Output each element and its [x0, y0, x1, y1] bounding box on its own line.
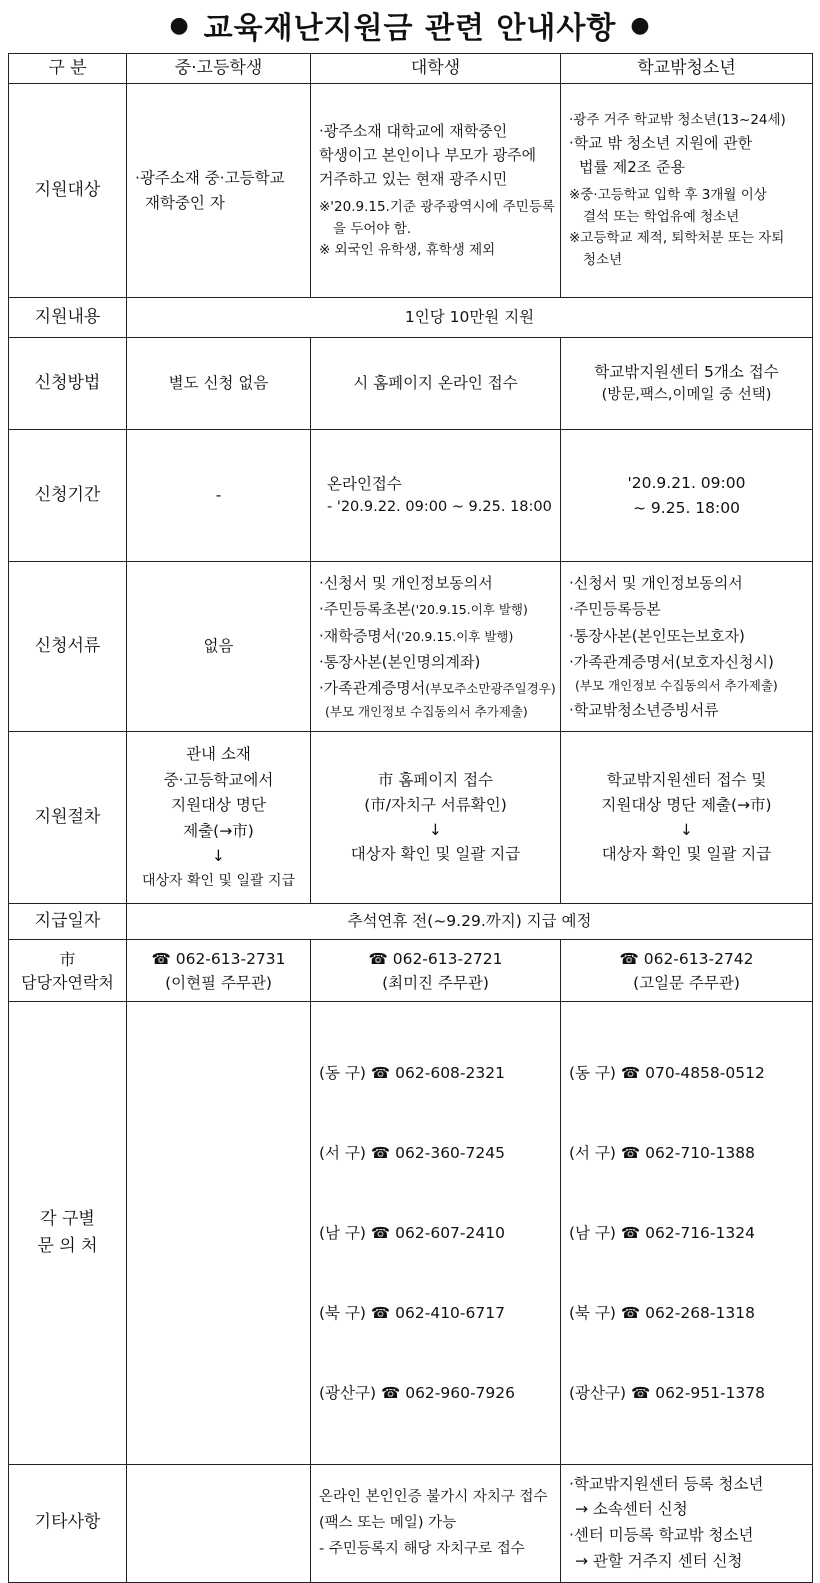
row-target — [9, 84, 813, 298]
method-highschool: 별도 신청 없음 — [127, 338, 311, 430]
phone-icon: ☎ — [370, 1143, 391, 1162]
row-period — [9, 430, 813, 562]
contact-highschool: ☎ 062-613-2731 (이현필 주무관) — [127, 940, 311, 1002]
label-method: 신청방법 — [9, 338, 127, 430]
phone-icon: ☎ — [619, 949, 639, 968]
row-method — [9, 338, 813, 430]
row-district — [9, 1002, 813, 1464]
phone-icon: ☎ — [368, 949, 388, 968]
list-item: (남 구) ☎ 062-607-2410 — [319, 1223, 505, 1242]
row-contact — [9, 940, 813, 1002]
docs-outofschool: ·신청서 및 개인정보동의서 ·주민등록등본 ·통장사본(본인또는보호자) ·가족관계증명서(보호자신청시) (부모 개인정보 수집동의서 추가제출) ·학교밖청소년증빙서류 — [561, 562, 813, 732]
phone-icon: ☎ — [620, 1223, 641, 1242]
docs-highschool: 없음 — [127, 562, 311, 732]
district-university — [311, 1002, 561, 1464]
label-target: 지원대상 — [9, 84, 127, 298]
phone-icon: ☎ — [370, 1303, 391, 1322]
target-outofschool: ·광주 거주 학교밖 청소년(13~24세) ·학교 밖 청소년 지원에 관한 법률 제2조 준용 ※중·고등학교 입학 후 3개월 이상 결석 또는 학업유예 청소년 ※고등학교 제적, 퇴학처분 또는 자퇴 청소년 — [561, 84, 813, 298]
list-item: (북 구) ☎ 062-268-1318 — [569, 1303, 755, 1322]
phone-icon: ☎ — [370, 1223, 391, 1242]
list-item: (동 구) ☎ 062-608-2321 — [319, 1063, 505, 1082]
row-docs — [9, 562, 813, 732]
etc-outofschool: ·학교밖지원센터 등록 청소년 → 소속센터 신청 ·센터 미등록 학교밖 청소년 → 관할 거주지 센터 신청 — [561, 1464, 813, 1582]
list-item: (남 구) ☎ 062-716-1324 — [569, 1223, 755, 1242]
label-content: 지원내용 — [9, 298, 127, 338]
phone-icon: ☎ — [620, 1303, 641, 1322]
period-highschool: - — [127, 430, 311, 562]
content-text: 1인당 10만원 지원 — [127, 298, 813, 338]
row-content — [9, 298, 813, 338]
row-etc — [9, 1464, 813, 1582]
district-outofschool — [561, 1002, 813, 1464]
phone-icon: ☎ — [151, 949, 171, 968]
info-table — [8, 53, 813, 1583]
arrow-down-icon: ↓ — [212, 847, 225, 866]
etc-university: 온라인 본인인증 불가시 자치구 접수 (팩스 또는 메일) 가능 - 주민등록지 해당 자치구로 접수 — [311, 1464, 561, 1582]
list-item: (광산구) ☎ 062-951-1378 — [569, 1383, 766, 1402]
list-item: (북 구) ☎ 062-410-6717 — [319, 1303, 505, 1322]
method-university: 시 홈페이지 온라인 접수 — [311, 338, 561, 430]
label-docs: 신청서류 — [9, 562, 127, 732]
district-highschool-empty — [127, 1002, 311, 1464]
page-title — [0, 0, 820, 50]
docs-university: ·신청서 및 개인정보동의서 ·주민등록초본('20.9.15.이후 발행) ·재학증명서('20.9.15.이후 발행) ·통장사본(본인명의계좌) ·가족관계증명서(부모주소만광주일경우) (부모 개인정보 수집동의서 추가제출) — [311, 562, 561, 732]
bullet-dot-icon: ● — [169, 12, 190, 38]
list-item: (동 구) ☎ 070-4858-0512 — [569, 1063, 765, 1082]
procedure-outofschool: 학교밖지원센터 접수 및 지원대상 명단 제출(→市) ↓ 대상자 확인 및 일괄 지급 — [561, 732, 813, 904]
bullet-dot-icon: ● — [630, 12, 651, 38]
etc-highschool-empty — [127, 1464, 311, 1582]
period-university: 온라인접수 - '20.9.22. 09:00 ~ 9.25. 18:00 — [311, 430, 561, 562]
contact-outofschool: ☎ 062-613-2742 (고일문 주무관) — [561, 940, 813, 1002]
method-outofschool: 학교밖지원센터 5개소 접수 (방문,팩스,이메일 중 선택) — [561, 338, 813, 430]
procedure-university: 市 홈페이지 접수 (市/자치구 서류확인) ↓ 대상자 확인 및 일괄 지급 — [311, 732, 561, 904]
label-procedure: 지원절차 — [9, 732, 127, 904]
header-category: 구 분 — [9, 54, 127, 84]
list-item: (서 구) ☎ 062-710-1388 — [569, 1143, 755, 1162]
arrow-down-icon: ↓ — [680, 820, 693, 839]
target-university: ·광주소재 대학교에 재학중인 학생이고 본인이나 부모가 광주에 거주하고 있는 현재 광주시민 ※'20.9.15.기준 광주광역시에 주민등록 을 두어야 함. ※ 외국인 유학생, 휴학생 제외 — [311, 84, 561, 298]
row-procedure — [9, 732, 813, 904]
list-item: (서 구) ☎ 062-360-7245 — [319, 1143, 505, 1162]
paydate-text: 추석연휴 전(~9.29.까지) 지급 예정 — [127, 904, 813, 940]
period-outofschool: '20.9.21. 09:00 ~ 9.25. 18:00 — [561, 430, 813, 562]
label-period: 신청기간 — [9, 430, 127, 562]
label-paydate: 지급일자 — [9, 904, 127, 940]
phone-icon: ☎ — [370, 1063, 391, 1082]
procedure-highschool: 관내 소재 중·고등학교에서 지원대상 명단 제출(→市) ↓ 대상자 확인 및 일괄 지급 — [127, 732, 311, 904]
label-contact: 市 담당자연락처 — [9, 940, 127, 1002]
list-item: (광산구) ☎ 062-960-7926 — [319, 1383, 516, 1402]
title-text: 교육재난지원금 관련 안내사항 — [203, 11, 617, 46]
label-etc: 기타사항 — [9, 1464, 127, 1582]
target-highschool: ·광주소재 중·고등학교 재학중인 자 — [127, 84, 311, 298]
arrow-down-icon: ↓ — [429, 820, 442, 839]
phone-icon: ☎ — [620, 1063, 641, 1082]
phone-icon: ☎ — [380, 1383, 401, 1402]
header-highschool: 중·고등학생 — [127, 54, 311, 84]
label-district: 각 구별 문 의 처 — [9, 1002, 127, 1464]
phone-icon: ☎ — [630, 1383, 651, 1402]
phone-icon: ☎ — [620, 1143, 641, 1162]
row-paydate — [9, 904, 813, 940]
contact-university: ☎ 062-613-2721 (최미진 주무관) — [311, 940, 561, 1002]
header-outofschool: 학교밖청소년 — [561, 54, 813, 84]
header-row — [9, 54, 813, 84]
header-university: 대학생 — [311, 54, 561, 84]
